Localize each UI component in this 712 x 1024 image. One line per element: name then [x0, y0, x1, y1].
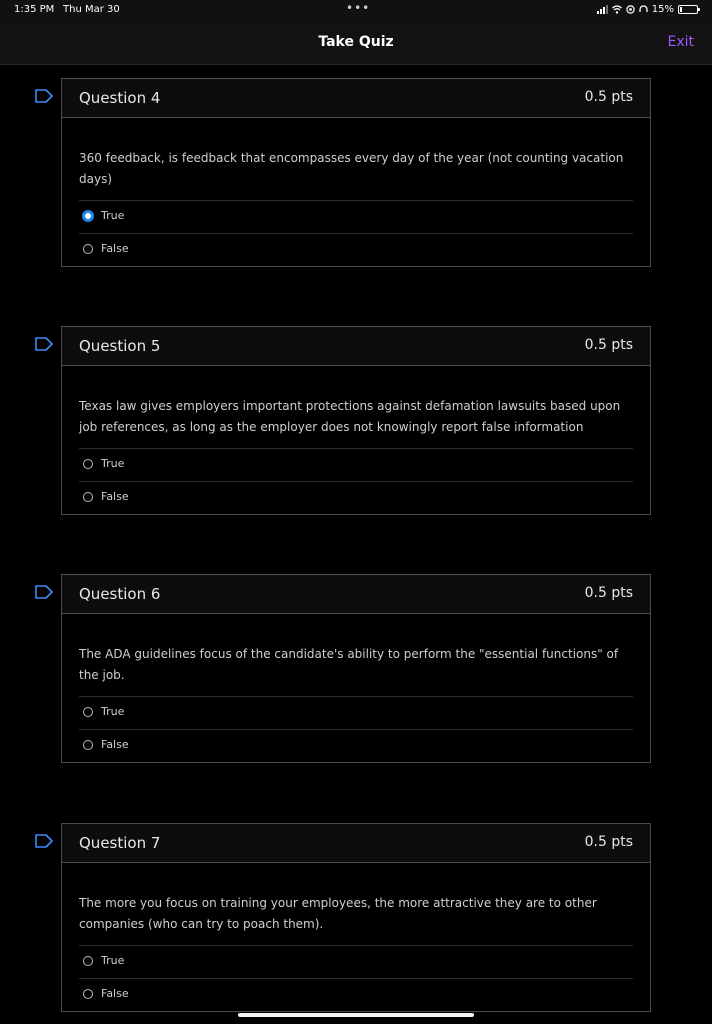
battery-percent: 15%	[651, 4, 674, 15]
question-text: The ADA guidelines focus of the candidate's ability to perform the "essential functions" of the job.	[79, 647, 619, 682]
answer-list	[79, 945, 633, 1011]
question-card	[61, 823, 651, 1012]
answer-option-true[interactable]	[79, 945, 633, 978]
question-title: Question 7	[79, 834, 161, 852]
answer-label: False	[101, 242, 129, 255]
bookmark-flag-icon[interactable]	[35, 89, 53, 103]
answer-list	[79, 448, 633, 514]
answer-label: False	[101, 490, 129, 503]
question-title: Question 6	[79, 585, 161, 603]
answer-option-true[interactable]	[79, 448, 633, 481]
bookmark-flag-icon[interactable]	[35, 585, 53, 599]
question-header	[62, 575, 650, 614]
answer-label: False	[101, 738, 129, 751]
answer-option-true[interactable]	[79, 200, 633, 233]
question-points: 0.5 pts	[584, 585, 633, 601]
multitasking-dots-icon[interactable]: •••	[346, 1, 371, 15]
battery-fill	[680, 7, 682, 12]
question-header	[62, 824, 650, 863]
home-indicator[interactable]	[238, 1013, 474, 1017]
answer-list	[79, 696, 633, 762]
answer-option-false[interactable]	[79, 233, 633, 266]
answer-option-false[interactable]	[79, 729, 633, 762]
status-bar	[0, 0, 712, 22]
battery-icon	[678, 5, 698, 14]
answer-option-true[interactable]	[79, 696, 633, 729]
status-time: 1:35 PM	[14, 4, 55, 15]
question-points: 0.5 pts	[584, 337, 633, 353]
answer-label: True	[101, 209, 125, 222]
question-card	[61, 574, 651, 763]
cellular-signal-icon	[597, 5, 608, 14]
radio-button[interactable]	[83, 956, 93, 966]
answer-label: True	[101, 457, 125, 470]
radio-button[interactable]	[83, 740, 93, 750]
location-icon	[626, 5, 635, 14]
question-card	[61, 326, 651, 515]
answer-list	[79, 200, 633, 266]
question-card	[61, 78, 651, 267]
exit-button[interactable]: Exit	[667, 34, 694, 50]
bookmark-flag-icon[interactable]	[35, 337, 53, 351]
bookmark-flag-icon[interactable]	[35, 834, 53, 848]
radio-button[interactable]	[82, 210, 94, 222]
answer-option-false[interactable]	[79, 481, 633, 514]
page-title: Take Quiz	[318, 34, 394, 50]
question-title: Question 5	[79, 337, 161, 355]
nav-bar	[0, 22, 712, 65]
question-text: Texas law gives employers important protections against defamation lawsuits based upon job references, as long as the employer does not knowingly report false information	[79, 399, 621, 434]
question-title: Question 4	[79, 89, 161, 107]
question-header	[62, 79, 650, 118]
status-indicators	[597, 4, 698, 15]
radio-button[interactable]	[83, 244, 93, 254]
radio-button[interactable]	[83, 707, 93, 717]
radio-button[interactable]	[83, 989, 93, 999]
answer-label: False	[101, 987, 129, 1000]
wifi-icon	[612, 5, 622, 14]
answer-label: True	[101, 705, 125, 718]
headphones-icon	[639, 5, 648, 14]
question-points: 0.5 pts	[584, 834, 633, 850]
question-header	[62, 327, 650, 366]
radio-button[interactable]	[83, 492, 93, 502]
question-points: 0.5 pts	[584, 89, 633, 105]
status-date: Thu Mar 30	[63, 4, 120, 15]
answer-option-false[interactable]	[79, 978, 633, 1011]
answer-label: True	[101, 954, 125, 967]
question-text: The more you focus on training your employees, the more attractive they are to other companies (who can try to poach them).	[79, 896, 597, 931]
question-text: 360 feedback, is feedback that encompasses every day of the year (not counting vacation days)	[79, 151, 624, 186]
radio-button[interactable]	[83, 459, 93, 469]
